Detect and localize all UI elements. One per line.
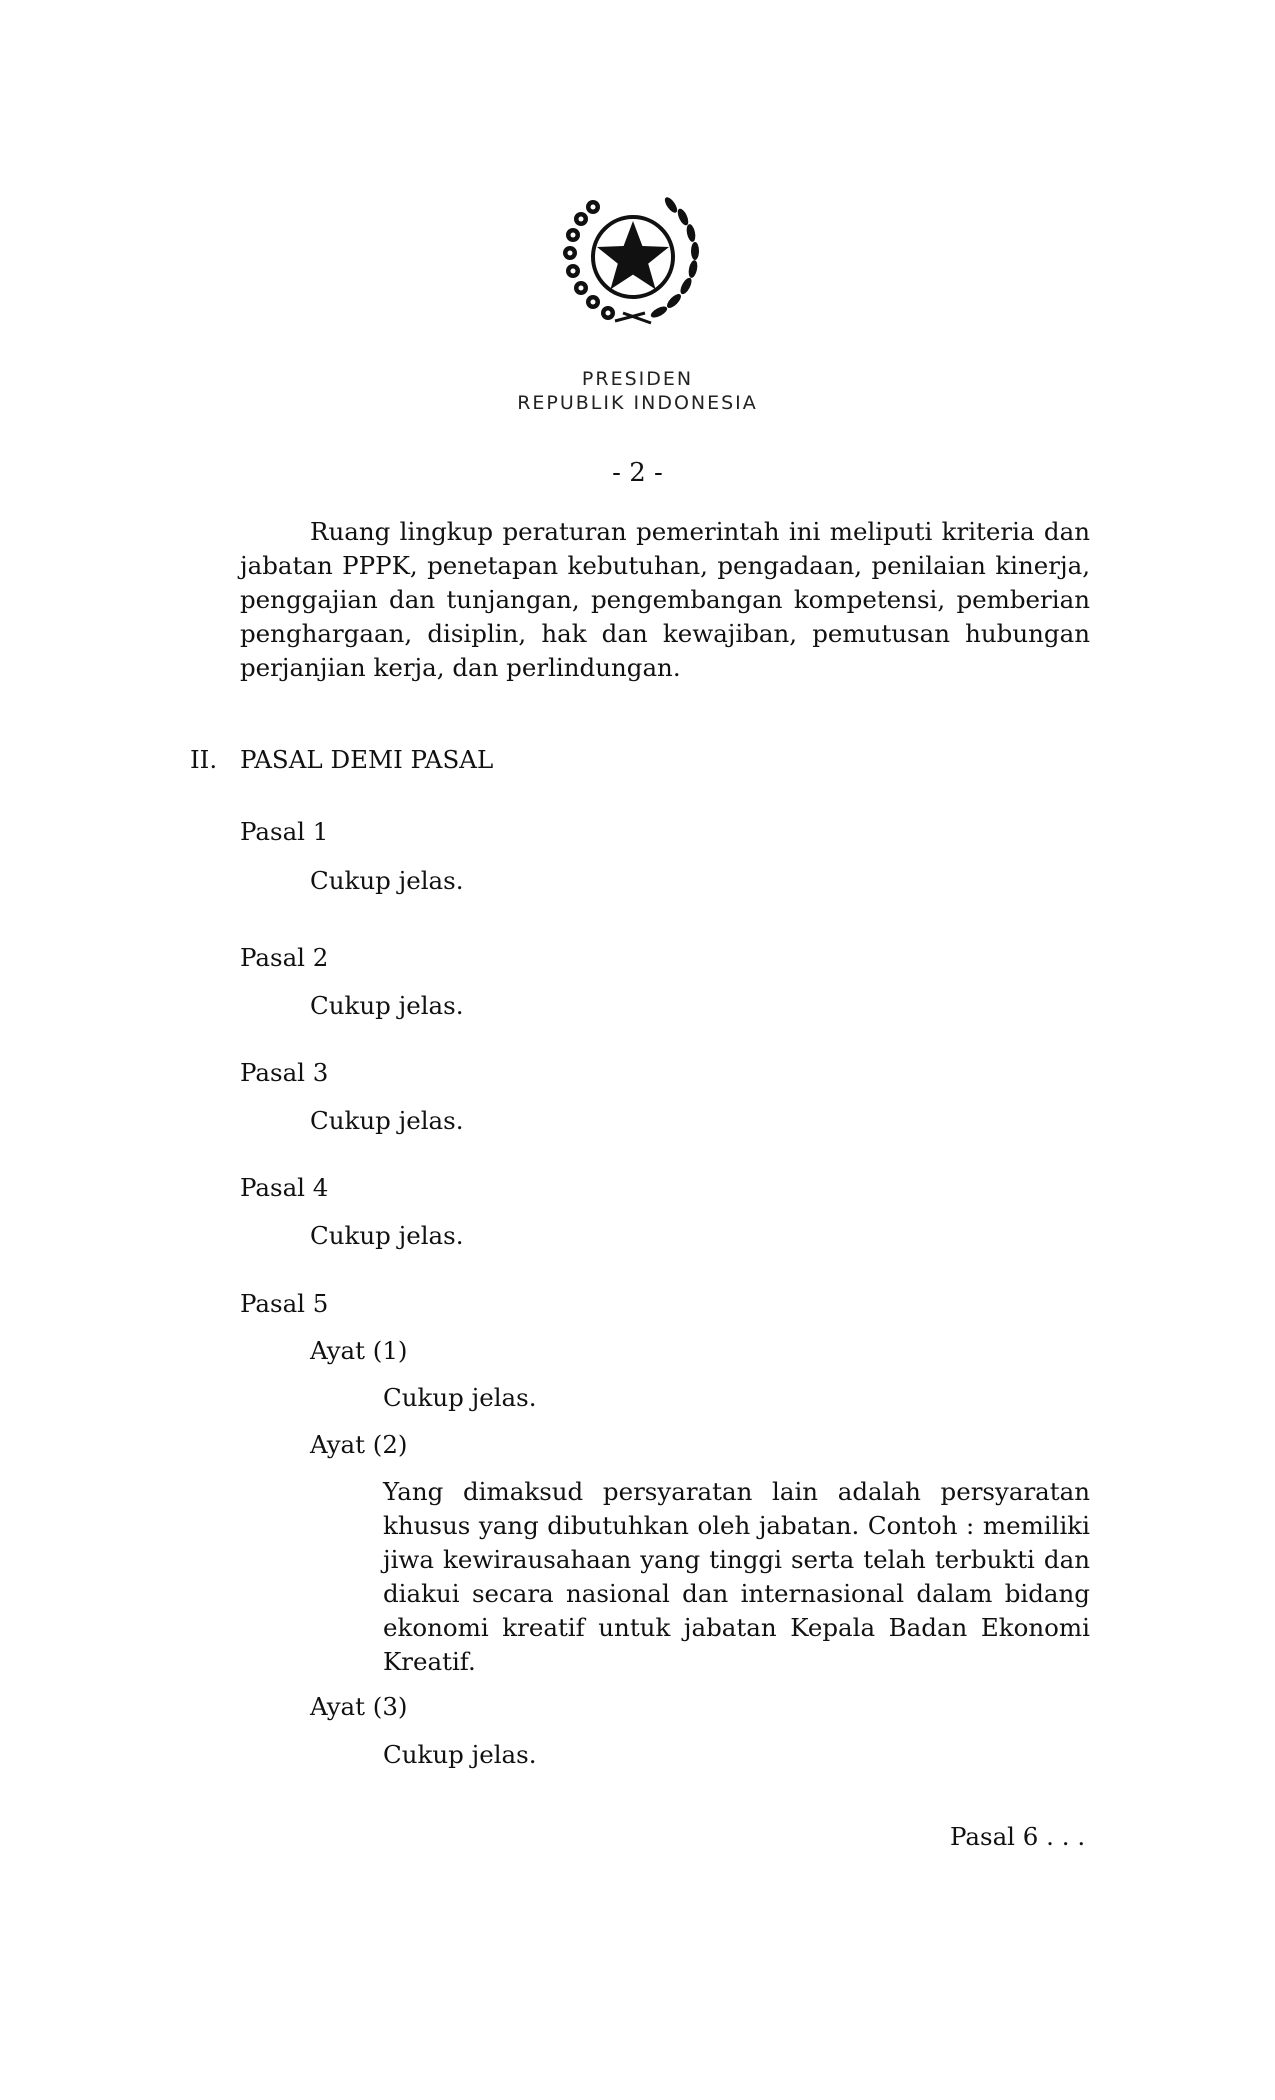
intro-paragraph [240, 515, 1090, 685]
garuda-star-emblem [553, 185, 713, 345]
ayat-3-heading: Ayat (3) [310, 1692, 408, 1721]
section-heading [190, 745, 493, 774]
letterhead-line-2: REPUBLIK INDONESIA [517, 392, 758, 414]
pasal-3-body: Cukup jelas. [310, 1106, 464, 1135]
pasal-4-body: Cukup jelas. [310, 1221, 464, 1250]
page-number: - 2 - [612, 458, 663, 488]
ayat-2-body: Yang dimaksud persyaratan lain adalah persyaratan khusus yang dibutuhkan oleh jabatan. Contoh : memiliki jiwa kewirausahaan yang tinggi serta telah terbukti dan diakui secara nasional dan internasional dalam bidang ekonomi kreatif untuk jabatan Kepala Badan Ekonomi Kreatif. [383, 1477, 1090, 1676]
pasal-2-body: Cukup jelas. [310, 991, 464, 1020]
footer-continuation: Pasal 6 . . . [950, 1822, 1086, 1851]
pasal-1-body: Cukup jelas. [310, 866, 464, 895]
letterhead-line-1: PRESIDEN [581, 368, 694, 390]
section-title: PASAL DEMI PASAL [240, 745, 494, 774]
intro-text: Ruang lingkup peraturan pemerintah ini meliputi kriteria dan jabatan PPPK, penetapan kebutuhan, pengadaan, penilaian kinerja, penggajian dan tunjangan, pengembangan kompetensi, pemberian penghargaan, disiplin, hak dan kewajiban, pemutusan hubungan perjanjian kerja, dan perlindungan. [240, 517, 1090, 682]
ayat-2-heading: Ayat (2) [310, 1430, 408, 1459]
pasal-4-heading: Pasal 4 [240, 1173, 329, 1202]
section-number: II. [190, 745, 218, 774]
ayat-3-body: Cukup jelas. [383, 1740, 537, 1769]
ayat-1-heading: Ayat (1) [310, 1336, 408, 1365]
pasal-3-heading: Pasal 3 [240, 1058, 329, 1087]
pasal-1-heading: Pasal 1 [240, 817, 329, 846]
pasal-2-heading: Pasal 2 [240, 943, 329, 972]
ayat-1-body: Cukup jelas. [383, 1383, 537, 1412]
pasal-5-heading: Pasal 5 [240, 1289, 329, 1318]
